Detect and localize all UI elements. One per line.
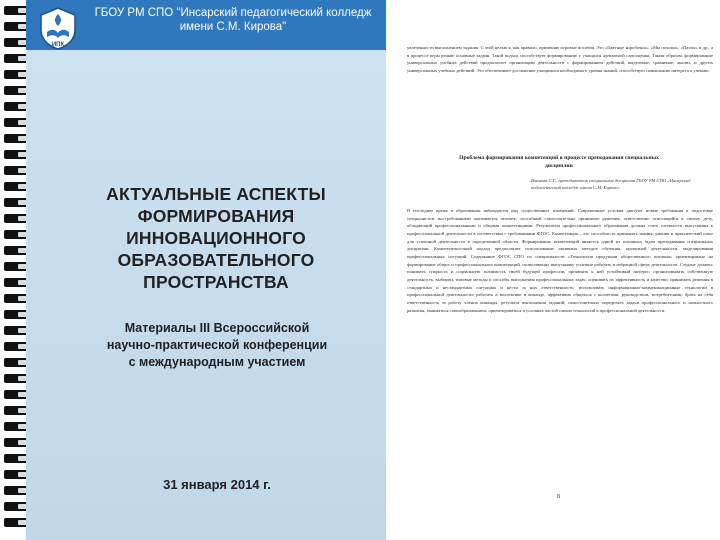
logo-text: ИПК bbox=[51, 42, 65, 48]
conference-date: 31 января 2014 г. bbox=[163, 477, 271, 492]
spiral-coil bbox=[4, 486, 28, 495]
institution-line-2: имени С.М. Кирова" bbox=[179, 21, 287, 33]
spiral-coil bbox=[4, 374, 28, 383]
subtitle-line: Материалы III Всероссийской bbox=[124, 321, 310, 335]
spiral-coil bbox=[4, 326, 28, 335]
cover-banner bbox=[26, 0, 386, 50]
page-number: 8 bbox=[557, 494, 560, 500]
spiral-coil bbox=[4, 230, 28, 239]
spiral-coil bbox=[4, 278, 28, 287]
spiral-coil bbox=[4, 342, 28, 351]
institution-line-1: ГБОУ РМ СПО "Инсарский педагогический колледж bbox=[94, 7, 372, 19]
spiral-coil bbox=[4, 310, 28, 319]
scanned-text-page bbox=[397, 36, 720, 540]
title-line: ИННОВАЦИОННОГО bbox=[126, 228, 306, 248]
spiral-coil bbox=[4, 262, 28, 271]
cover-title bbox=[66, 183, 366, 293]
spiral-coil bbox=[4, 54, 28, 63]
cover-subtitle bbox=[86, 320, 348, 371]
cover-page bbox=[26, 0, 386, 540]
spiral-coil bbox=[4, 454, 28, 463]
spiral-coil bbox=[4, 22, 28, 31]
spiral-coil bbox=[4, 246, 28, 255]
title-line: ПРОСТРАНСТВА bbox=[143, 272, 289, 292]
spiral-coil bbox=[4, 38, 28, 47]
spiral-coil bbox=[4, 358, 28, 367]
spiral-coil bbox=[4, 70, 28, 79]
college-logo-icon bbox=[38, 6, 78, 50]
title-line: ФОРМИРОВАНИЯ bbox=[137, 206, 295, 226]
heading-line-1: Проблема формирования компетенций в процессе преподавания специальных bbox=[459, 155, 659, 161]
spiral-coil bbox=[4, 214, 28, 223]
subtitle-line: научно-практической конференции bbox=[106, 338, 328, 352]
spiral-coil bbox=[4, 198, 28, 207]
spiral-coil bbox=[4, 6, 28, 15]
spiral-coil bbox=[4, 406, 28, 415]
title-line: ОБРАЗОВАТЕЛЬНОГО bbox=[117, 250, 315, 270]
spiral-coil bbox=[4, 470, 28, 479]
institution-name bbox=[88, 6, 378, 34]
subtitle-line: с международным участием bbox=[128, 355, 306, 369]
spiral-coil bbox=[4, 102, 28, 111]
spiral-coil bbox=[4, 518, 28, 527]
spiral-coil bbox=[4, 438, 28, 447]
heading-line-2: дисциплин bbox=[545, 163, 573, 169]
spiral-coil bbox=[4, 422, 28, 431]
spiral-coil bbox=[4, 182, 28, 191]
intro-paragraph: увлеченности выполнением задания. С этой целью я, как правило, применяю игровые пособия. Это «Цветные коробочки», «Мы похожи», «Пазлы» и др., а в процессе игры решаю основные задачи. Такой подход способствует формированию у учащихся адекватной самооценки. Таким образом, формирование универсальных учебных действий предполагает организацию деятельности с формированием действий, выделение, сравнение, анализ, и других универсальных учебных действий. Это обеспечивает достижение учащимися необходимого уровня знаний, способствует повышению интереса к учению. bbox=[407, 45, 713, 74]
article-body: В последнее время в образовании наблюдается ряд существенных изменений. Современные условия диктуют новые требования к подготовке специалистов: востребованным оказывается человек, способный самостоятельно принимать решения, ответственно относящийся к своему делу, обладающий профессиональными и общими компетенциями. Результатом профессионального образования должна стать готовность выпускника к профессиональной деятельности в соответствии с требованиями ФГОС. Компетенция – это способность применять знания, умения и практический опыт для успешной деятельности в определенной области. Формирование компетенций является одной из основных задач преподавания специальных дисциплин. Компетентностный подход предполагает использование активных методов обучения, проектной деятельности, моделирования профессиональных ситуаций. Содержание ФГОС СПО по специальности «Технология продукции общественного питания» ориентировано на формирование общих и профессиональных компетенций, позволяющих выпускнику успешно работать в избранной сфере деятельности. Студент должен: понимать сущность и социальную значимость своей будущей профессии, проявлять к ней устойчивый интерес; организовывать собственную деятельность, выбирать типовые методы и способы выполнения профессиональных задач, оценивать их эффективность и качество; принимать решения в стандартных и нестандартных ситуациях и нести за них ответственность; использовать информационно-коммуникационные технологии в профессиональной деятельности; работать в коллективе и команде, эффективно общаться с коллегами, руководством, потребителями; брать на себя ответственность за работу членов команды, результат выполнения заданий; самостоятельно определять задачи профессионального и личностного развития, заниматься самообразованием; ориентироваться в условиях частой смены технологий в профессиональной деятельности. bbox=[407, 208, 713, 313]
title-line: АКТУАЛЬНЫЕ АСПЕКТЫ bbox=[106, 184, 326, 204]
article-author: Иванова С.Г., преподаватель специальных дисциплин ГБОУ РМ СПО «Инсарский педагогический колледж имени С.М. Кирова» bbox=[531, 178, 691, 190]
spiral-coil bbox=[4, 134, 28, 143]
spiral-coil bbox=[4, 294, 28, 303]
spiral-coil bbox=[4, 502, 28, 511]
spiral-coil bbox=[4, 150, 28, 159]
spiral-coil bbox=[4, 118, 28, 127]
spiral-coil bbox=[4, 86, 28, 95]
article-heading bbox=[413, 154, 705, 170]
spiral-coil bbox=[4, 166, 28, 175]
spiral-coil bbox=[4, 390, 28, 399]
